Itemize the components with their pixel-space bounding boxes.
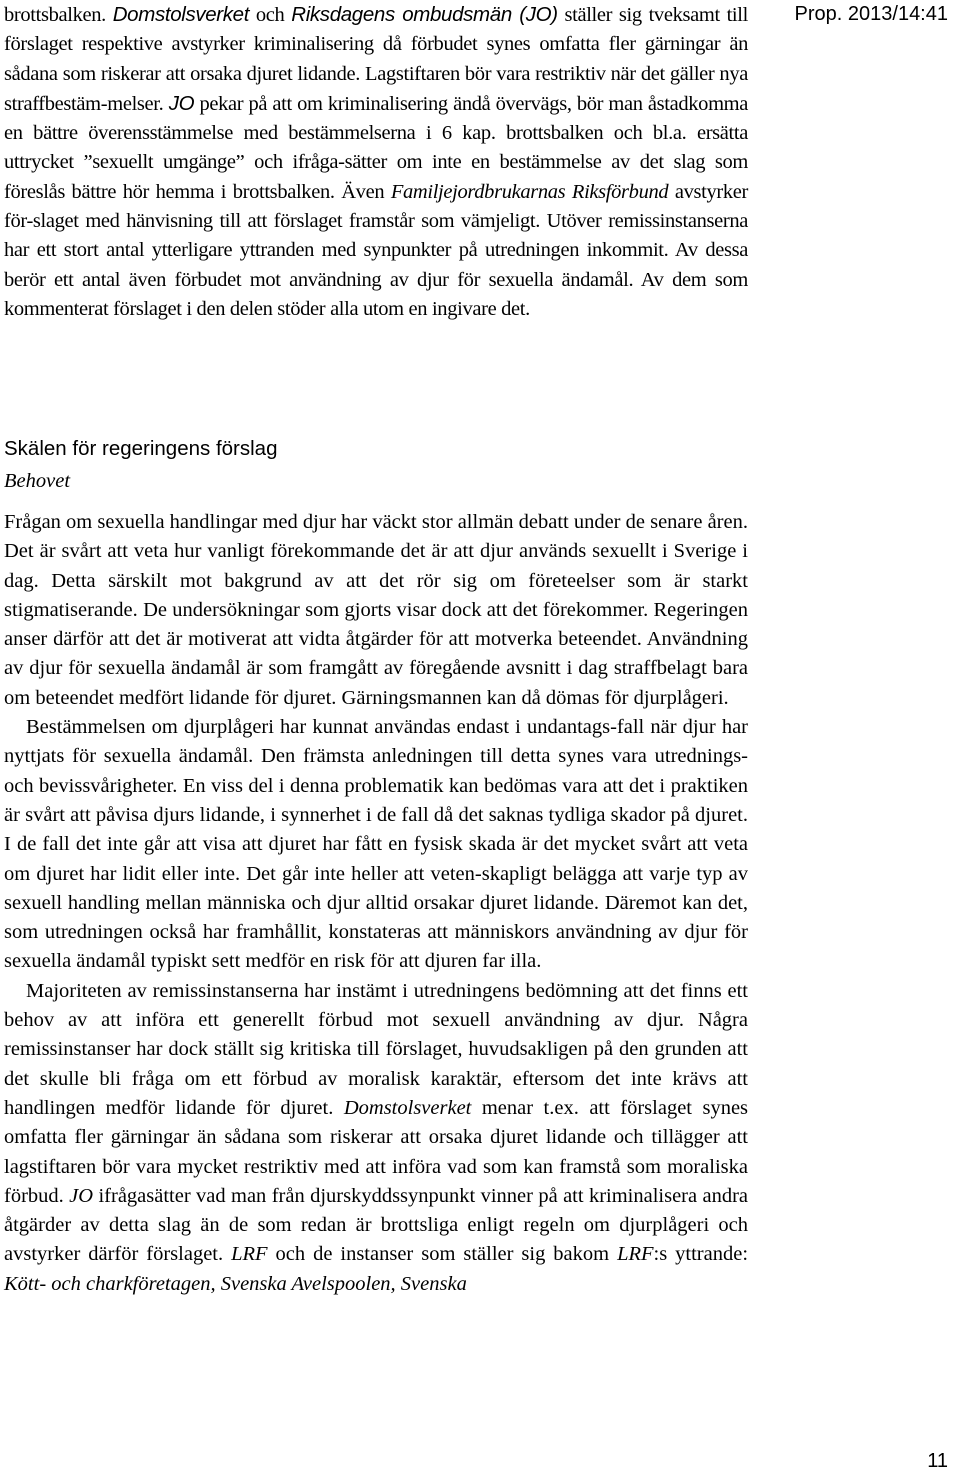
org-name-domstolsverket: Domstolsverket (112, 3, 250, 26)
org-name-jo-short: JO (168, 91, 195, 115)
text-run: ställer sig tveksamt till förslaget respektive avstyrker kriminalisering då förbudet synes omfatta fler gärningar än sådana som riskerar att orsaka djuret lidande. Lagstiftaren bör vara restriktiv när det gäller nya straffbestäm-melser. (4, 4, 748, 115)
text-run: ifrågasätter vad man från djurskyddssynpunkt vinner på att kriminalisera andra åtgärder av detta slag än de som redan är brottsliga enligt regeln om djurplågeri och avstyrker därför förslaget. (4, 1184, 749, 1266)
paragraph-remiss-summary (4, 0, 748, 324)
text-run: menar t.ex. att förslaget synes omfatta fler gärningar än sådana som riskerar att orsaka djuret lidande och tillägger att lagstiftaren bör vara mycket restriktiv med att införa vad som kan framstå som moraliska förbud. (4, 1096, 749, 1207)
org-name-familjejordbrukarna: Familjejordbrukarnas Riksförbund (390, 180, 669, 203)
paragraph-behovet-1: Frågan om sexuella handlingar med djur har väckt stor allmän debatt under de senare åren. Det är svårt att veta hur vanligt förekommande det är att djur används sexuellt i Sverige i dag. Detta särskilt mot bakgrund av att det rör sig om företeelser som är starkt stigmatiserande. De undersökningar som gjorts visar dock att det förekommer. Regeringen anser därför att det är motiverat att vidta åtgärder för att motverka beteendet. Användning av djur för sexuella ändamål är som framgått av föregående avsnitt i dag straffbelagt bara om beteendet medfört lidande för djuret. Gärningsmannen kan då dömas för djurplågeri. (4, 511, 748, 709)
section-heading: Skälen för regeringens förslag (4, 437, 278, 460)
org-name-lrf: LRF (231, 1243, 268, 1266)
text-run: pekar på att om kriminalisering ändå övervägs, bör man åstadkomma en bättre överensstämmelse med bestämmelserna i 6 kap. brottsbalken och bl.a. ersätta uttrycket ”sexuellt umgänge” och ifråga-sätter om inte en bestämmelse av det slag som föreslås bättre hör hemma i brottsbalken. Även (4, 92, 749, 203)
document-reference-label: Prop. 2013/14:41 (794, 3, 948, 25)
paragraph-behovet-2: Bestämmelsen om djurplågeri har kunnat användas endast i undantags-fall när djur har nyttjats för sexuella ändamål. Den främsta anledningen till detta synes vara utrednings- och bevissvårigheter. En viss del i denna problematik kan bedömas vara att det i praktiken är svårt att påvisa djurs lidande, i synnerhet i de fall då det saknas tydliga skador på djuret. I de fall det inte går att visa att djuret har fått en fysisk skada är det mycket svårt att veta om djuret har lidit eller inte. Det går inte heller att veten-skapligt belägga att varje typ av sexuell handling mellan människa och djur alltid orsakar djuret lidande. Däremot kan det, som utredningen också har framhållit, konstateras att människors användning av djur för sexuella ändamål typiskt sett medför en risk för att djuren far illa. (4, 716, 748, 973)
org-name-lrf: LRF (617, 1243, 654, 1266)
text-run: och (255, 4, 285, 26)
text-run: :s yttrande: (653, 1243, 749, 1266)
text-run: avstyrker för-slaget med hänvisning till att förslaget framstår som vämjeligt. Utöver remissinstanserna har ett stort antal ytterligare yttranden med synpunkter på utredningen inkommit. Av dessa berör ett antal även förbudet mot användning av djur för sexuella ändamål. Av dem som kommenterat förslaget i den delen stöder alla utom en ingivare det. (4, 180, 749, 320)
org-name-jo: Riksdagens ombudsmän (JO) (291, 3, 558, 26)
text-run: och de instanser som ställer sig bakom (275, 1243, 610, 1266)
page-number: 11 (927, 1450, 948, 1472)
org-names-list: Kött- och charkföretagen, Svenska Avelspoolen, Svenska (4, 1272, 467, 1295)
body-text-block-1 (4, 0, 748, 324)
text-run: brottsbalken. (4, 4, 106, 26)
org-name-domstolsverket: Domstolsverket (343, 1096, 472, 1119)
subheading: Behovet (4, 470, 71, 492)
paragraph-behovet-3 (4, 977, 748, 1299)
text-run: Majoriteten av remissinstanserna har instämt i utredningens bedömning att det finns ett behov av att införa ett generellt förbud mot sexuell användning av djur. Några remissinstanser har dock ställt sig kritiska till förslaget, huvudsakligen på den grunden att det skulle bli fråga om ett förbud av moralisk karaktär, eftersom det inte krävs att handlingen medför lidande för djuret. (4, 979, 748, 1119)
org-name-jo: JO (69, 1184, 94, 1207)
body-text-block-2 (4, 508, 748, 1299)
